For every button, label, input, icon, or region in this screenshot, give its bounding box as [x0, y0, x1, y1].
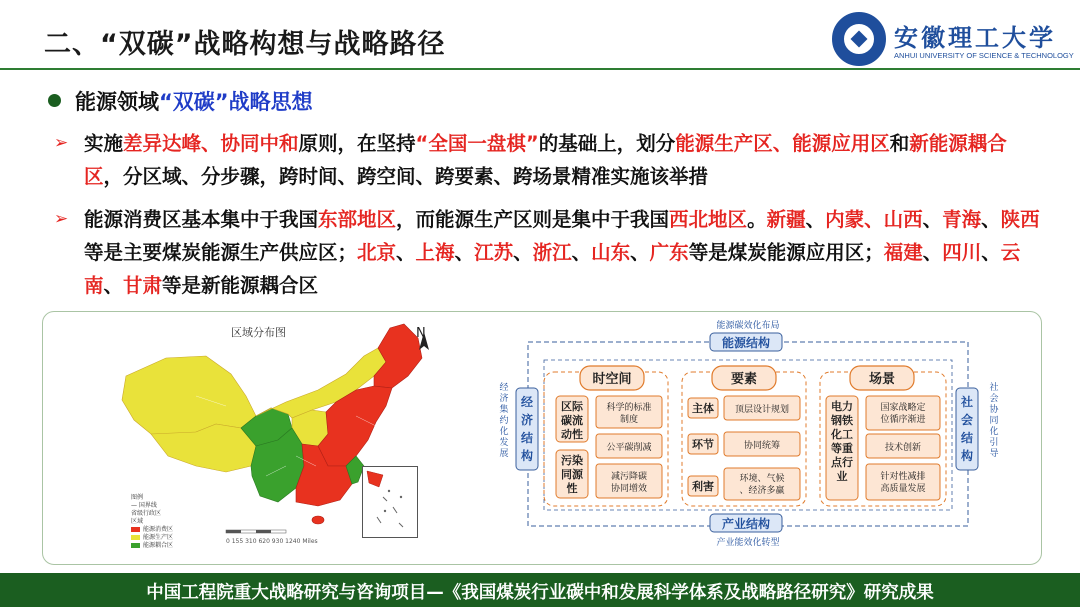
col3-side-1: 业 — [836, 470, 848, 483]
para2-run: 东部地区 — [318, 208, 397, 231]
legend-border: — 国界线 — [131, 502, 157, 509]
legend-swatch — [131, 535, 140, 540]
right-box-label: 构 — [960, 449, 974, 463]
para2-run: 、 — [454, 241, 475, 264]
col1-head: 时空间 — [592, 372, 632, 387]
paragraph-2-text — [54, 203, 1044, 302]
para2-run: 、 — [396, 241, 416, 264]
section-heading-highlight: “双碳”战略思想 — [159, 90, 313, 114]
col3-item-3: 高质量发展 — [880, 484, 926, 494]
para2-run: 浙江 — [532, 241, 572, 264]
col2-item-2: 协同统筹 — [743, 441, 781, 451]
section-heading-prefix: 能源领域 — [75, 90, 159, 114]
right-caption: 会 — [989, 394, 999, 404]
left-caption: 经 — [499, 383, 509, 393]
para1-run: 的基础上，划分 — [538, 132, 676, 155]
col3-head: 场景 — [868, 372, 896, 387]
para2-run: 云南 — [84, 241, 1021, 297]
para1-run: “全国一盘棋” — [415, 132, 539, 155]
para2-run: 江苏 — [474, 241, 514, 264]
region-map — [56, 316, 444, 560]
para2-run: ，而能源生产区则是集中于我国 — [396, 208, 670, 231]
para2-run: 、 — [922, 241, 943, 264]
para1-run: 实施 — [84, 132, 124, 155]
map-legend — [131, 494, 173, 550]
col1-side-2: 污染 — [561, 454, 583, 467]
col2-item-1: 顶层设计规划 — [734, 405, 790, 415]
para2-run: 等是煤炭能源应用区； — [688, 241, 884, 264]
para2-run: 山东 — [591, 241, 631, 264]
paragraph-1 — [54, 127, 1044, 193]
map-scale: 0 155 310 620 930 1240 Miles — [226, 538, 318, 545]
left-caption: 展 — [499, 449, 509, 459]
legend-item — [131, 526, 173, 534]
para2-run: 内蒙、山西 — [825, 208, 923, 231]
university-seal-icon — [832, 12, 886, 66]
col3-side-1: 钢铁 — [831, 414, 853, 427]
para2-run: 、 — [571, 241, 592, 264]
map-region-production-west — [122, 356, 256, 438]
para2-run: 等是主要煤炭能源生产供应区； — [84, 241, 358, 264]
left-caption: 化 — [499, 427, 509, 437]
map-region-hainan — [312, 516, 324, 524]
university-name-en: ANHUI UNIVERSITY OF SCIENCE & TECHNOLOGY — [894, 51, 1074, 60]
col2-side-1: 主体 — [692, 402, 714, 415]
legend-province: 省级行政区 — [131, 510, 162, 517]
legend-label: 能源生产区 — [143, 534, 174, 541]
para2-run: 上海 — [415, 241, 455, 264]
page-title: 二、“双碳”战略构想与战略路径 — [44, 29, 446, 60]
col1-side-1: 碳流 — [561, 414, 583, 427]
para2-run: 福建 — [883, 241, 923, 264]
right-caption: 协 — [989, 405, 999, 415]
right-caption: 引 — [989, 438, 999, 448]
para2-run: 青海 — [942, 208, 982, 231]
para2-run: 、 — [981, 241, 1001, 264]
para2-run: 、 — [922, 208, 943, 231]
col3-side-1: 化工 — [831, 428, 853, 441]
col1-side-2: 性 — [566, 482, 578, 495]
right-caption: 化 — [989, 427, 999, 437]
col1-item-2: 公平碳削减 — [606, 443, 652, 453]
col2-side-2: 环节 — [692, 438, 714, 451]
col1-item-1: 制度 — [619, 415, 639, 425]
footer-bar — [0, 573, 1080, 607]
para2-run: 西北地区 — [669, 208, 748, 231]
para1-run: 新能源耦合区 — [84, 132, 1007, 188]
right-caption: 社 — [989, 383, 999, 393]
right-box-label: 社 — [960, 395, 974, 409]
bottom-caption: 产业能效化转型 — [716, 538, 780, 548]
col2-head: 要素 — [730, 372, 758, 387]
footer-text: 中国工程院重大战略研究与咨询项目—《我国煤炭行业碳中和发展科学体系及战略路径研究》研究成果 — [146, 583, 934, 603]
paragraph-2 — [54, 203, 1044, 302]
col1-item-1: 科学的标准 — [606, 403, 652, 413]
right-box-label: 结 — [960, 431, 974, 445]
left-box-label: 经 — [520, 395, 534, 409]
col1-item-3: 协同增效 — [610, 484, 648, 494]
legend-item — [131, 534, 173, 542]
header-divider — [0, 68, 1080, 70]
para1-run: 差异达峰、协同中和 — [123, 132, 299, 155]
legend-heading: 图例 — [131, 494, 144, 501]
section-heading — [48, 86, 313, 116]
para2-run: 、 — [630, 241, 650, 264]
para2-run: 等是新能源耦合区 — [162, 274, 319, 297]
university-logo — [832, 10, 1074, 68]
para2-run: 能源消费区基本集中于我国 — [84, 208, 319, 231]
university-name-cn: 安徽理工大学 — [894, 23, 1056, 52]
col2-side-3: 利害 — [692, 480, 714, 493]
top-box-label: 能源结构 — [721, 336, 771, 350]
col1-side-2: 同源 — [561, 468, 583, 481]
paragraph-1-text — [54, 127, 1044, 193]
legend-item — [131, 542, 173, 550]
left-caption: 发 — [499, 438, 509, 448]
para2-run: 新疆 — [766, 208, 806, 231]
left-box-label: 结 — [520, 431, 534, 445]
col3-side-1: 电力 — [831, 400, 853, 413]
para2-run: 、 — [981, 208, 1001, 231]
col3-item-1: 国家战略定 — [880, 403, 926, 413]
south-china-sea-inset — [362, 466, 418, 538]
col2-item-3: 环境、气候 — [739, 474, 785, 484]
para1-run: ，分区域、分步骤，跨时间、跨空间、跨要素、跨场景精准实施该举措 — [103, 165, 709, 188]
col3-side-1: 点行 — [831, 456, 853, 469]
arrow-bullet-icon: ➢ — [54, 133, 69, 153]
north-label: N — [416, 326, 426, 341]
legend-region: 区域 — [131, 518, 144, 525]
left-caption: 集 — [499, 405, 509, 415]
para1-run: 能源生产区、能源应用区 — [675, 132, 890, 155]
strategy-diagram-graphic — [488, 316, 1036, 560]
col1-item-3: 减污降碳 — [610, 472, 648, 482]
col3-item-2: 技术创新 — [884, 443, 922, 453]
para2-run: 广东 — [649, 241, 689, 264]
left-caption: 约 — [499, 416, 509, 426]
para2-run: 北京 — [357, 241, 397, 264]
para2-run: 四川 — [942, 241, 982, 264]
right-caption: 同 — [989, 416, 999, 426]
arrow-bullet-icon: ➢ — [54, 209, 69, 229]
legend-swatch — [131, 543, 140, 548]
col2-item-3: 、经济多赢 — [739, 486, 785, 496]
top-caption: 能源碳效化布局 — [716, 321, 780, 331]
para2-run: 甘肃 — [123, 274, 163, 297]
para1-run: 原则，在坚持 — [298, 132, 416, 155]
para2-run: 、 — [103, 274, 124, 297]
map-title: 区域分布图 — [231, 326, 286, 339]
para2-run: 陕西 — [1000, 208, 1040, 231]
right-box-label: 会 — [960, 413, 974, 427]
para1-run: 和 — [889, 132, 910, 155]
col1-side-1: 动性 — [561, 428, 583, 441]
legend-label: 能源消费区 — [143, 526, 174, 533]
right-caption: 导 — [989, 449, 999, 459]
para2-run: 、 — [513, 241, 533, 264]
bottom-box-label: 产业结构 — [721, 517, 771, 531]
para2-run: 、 — [805, 208, 826, 231]
col3-side-1: 等重 — [831, 442, 853, 455]
left-box-label: 济 — [520, 413, 534, 427]
legend-swatch — [131, 527, 140, 532]
left-box-label: 构 — [520, 449, 534, 463]
para2-run: 。 — [747, 208, 767, 231]
legend-label: 能源耦合区 — [143, 542, 174, 549]
strategy-diagram — [488, 316, 1036, 560]
col3-item-1: 位循序渐进 — [880, 415, 926, 425]
bullet-dot-icon — [48, 94, 61, 107]
col3-item-3: 针对性减排 — [880, 472, 926, 482]
left-caption: 济 — [499, 394, 509, 404]
col1-side-1: 区际 — [561, 400, 583, 413]
